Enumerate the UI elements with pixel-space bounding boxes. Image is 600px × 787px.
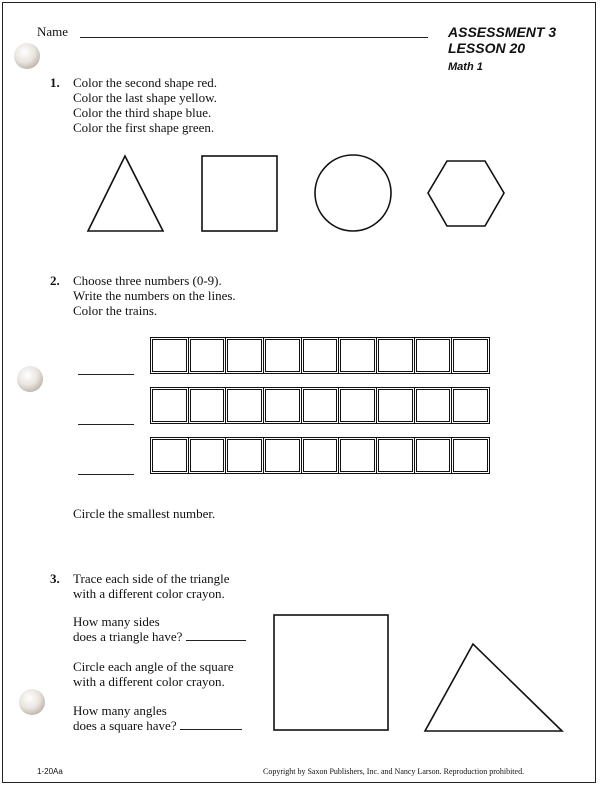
copyright-notice: Copyright by Saxon Publishers, Inc. and Nancy Larson. Reproduction prohibited.: [263, 767, 525, 776]
q1-line-3: Color the third shape blue.: [73, 105, 212, 120]
worksheet-code: 1-20Aa: [37, 767, 63, 776]
sq-q-line-1: How many angles: [73, 703, 167, 718]
tri-q-line-2: does a triangle have?: [73, 629, 183, 644]
q3-square-shape[interactable]: [274, 615, 388, 730]
course-subtitle: Math 1: [448, 61, 483, 73]
sq-instr-line-1: Circle each angle of the square: [73, 659, 234, 674]
q1-line-2: Color the last shape yellow.: [73, 90, 217, 105]
question-1-number: 1.: [50, 75, 60, 90]
q1-line-1: Color the second shape red.: [73, 75, 218, 90]
q3-triangle-shape[interactable]: [425, 644, 562, 731]
title-line-lesson: LESSON 20: [448, 40, 526, 56]
q3-line-2: with a different color crayon.: [73, 586, 225, 601]
tri-q-line-1: How many sides: [73, 614, 160, 629]
title-line-assessment: ASSESSMENT 3: [448, 24, 557, 40]
q2-line-2: Write the numbers on the lines.: [73, 288, 236, 303]
question-3-number: 3.: [50, 571, 60, 586]
q3-line-1: Trace each side of the triangle: [73, 571, 230, 586]
circle-smallest-instruction: Circle the smallest number.: [73, 506, 216, 521]
q1-line-4: Color the first shape green.: [73, 120, 215, 135]
q2-line-3: Color the trains.: [73, 303, 158, 318]
q2-line-1: Choose three numbers (0-9).: [73, 273, 222, 288]
name-label: Name: [37, 24, 69, 39]
sq-q-line-2: does a square have?: [73, 718, 177, 733]
question-2-number: 2.: [50, 273, 60, 288]
sq-instr-line-2: with a different color crayon.: [73, 674, 225, 689]
